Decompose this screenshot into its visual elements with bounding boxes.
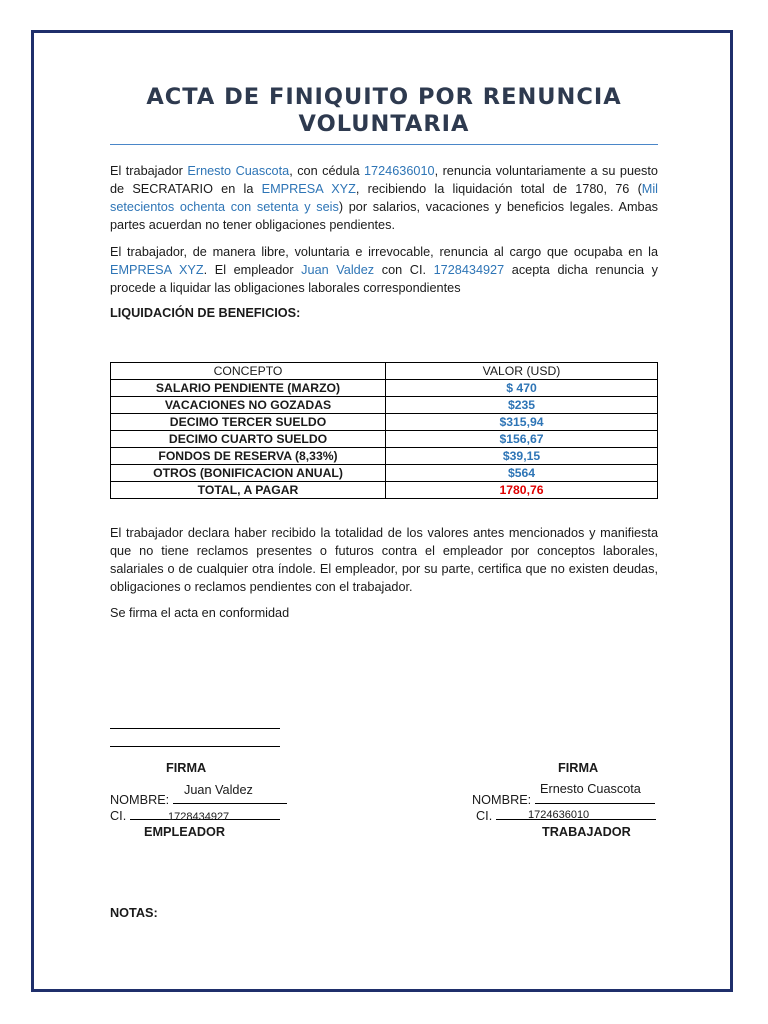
concept-cell: OTROS (BONIFICACION ANUAL) [111,465,386,482]
worker-nombre-field: NOMBRE: [472,793,655,807]
table-header-row [111,363,658,380]
worker-ci-value: 1724636010 [528,809,590,821]
document-title: ACTA DE FINIQUITO POR RENUNCIA VOLUNTARIA [146,84,622,137]
employer-id: 1728434927 [433,263,505,277]
table-row [111,380,658,397]
concept-cell: DECIMO CUARTO SUELDO [111,431,386,448]
declaration-paragraph: El trabajador declara haber recibido la totalidad de los valores antes mencionados y manifiesta que no tiene reclamos presentes o futuros contra el empleador por conceptos laborales, salariales o de cualquier otra índole. El empleador, por su parte, certifica que no existen deudas, obligaciones o reclamos pendientes con el trabajador. [110,526,658,594]
closing-sentence: Se firma el acta en conformidad [110,606,290,620]
employer-signature-line-2 [110,746,280,747]
employer-ci-value: 1728434927 [168,811,230,823]
employer-ci-field: CI. [110,809,280,823]
table-row [111,465,658,482]
value-cell: $156,67 [386,431,658,448]
worker-name-value: Ernesto Cuascota [540,782,641,796]
employer-nombre-field: NOMBRE: [110,793,287,807]
value-cell: $315,94 [386,414,658,431]
section-heading: LIQUIDACIÓN DE BENEFICIOS: [110,306,301,320]
worker-role: TRABAJADOR [542,825,631,839]
worker-name: Ernesto Cuascota [187,164,290,178]
concept-cell: DECIMO TERCER SUELDO [111,414,386,431]
total-value: 1780,76 [386,482,658,499]
table-row [111,414,658,431]
amount-in-words: Mil setecientos ochenta con setenta y seis [110,182,659,214]
company-name: EMPRESA XYZ [261,182,356,196]
table-row [111,397,658,414]
table-row [111,448,658,465]
total-row [111,482,658,499]
notes-label: NOTAS: [110,906,158,920]
intro-paragraph: El trabajador Ernesto Cuascota, con cédula 1724636010, renuncia voluntariamente a su puesto de SECRATARIO en la EMPRESA XYZ, recibiendo la liquidación total de 1780, 76 (Mil setecientos ochenta con setenta y seis) por salarios, vacaciones y beneficios legales. Ambas partes acuerdan no tener obligaciones pendientes. [110,164,659,232]
total-label: TOTAL, A PAGAR [111,482,386,499]
benefits-table [110,362,658,499]
employer-signature-line [110,728,280,729]
worker-id: 1724636010 [364,164,435,178]
company-name: EMPRESA XYZ [110,263,204,277]
value-cell: $564 [386,465,658,482]
employer-name: Juan Valdez [301,263,375,277]
table-row [111,431,658,448]
value-cell: $39,15 [386,448,658,465]
concept-cell: VACACIONES NO GOZADAS [111,397,386,414]
employer-name-value: Juan Valdez [184,783,253,797]
value-cell: $ 470 [386,380,658,397]
value-cell: $235 [386,397,658,414]
worker-ci-field: CI. [476,809,656,823]
worker-firma-label: FIRMA [558,761,599,775]
concept-cell: SALARIO PENDIENTE (MARZO) [111,380,386,397]
title-underline [110,144,658,145]
employer-role: EMPLEADOR [144,825,226,839]
concept-cell: FONDOS DE RESERVA (8,33%) [111,448,386,465]
header-value: VALOR (USD) [386,363,658,380]
header-concept: CONCEPTO [111,363,386,380]
employer-firma-label: FIRMA [166,761,207,775]
resignation-paragraph: El trabajador, de manera libre, voluntaria e irrevocable, renuncia al cargo que ocupaba en la EMPRESA XYZ. El empleador Juan Valdez con CI. 1728434927 acepta dicha renuncia y procede a liquidar las obligaciones laborales correspondientes [110,245,658,295]
